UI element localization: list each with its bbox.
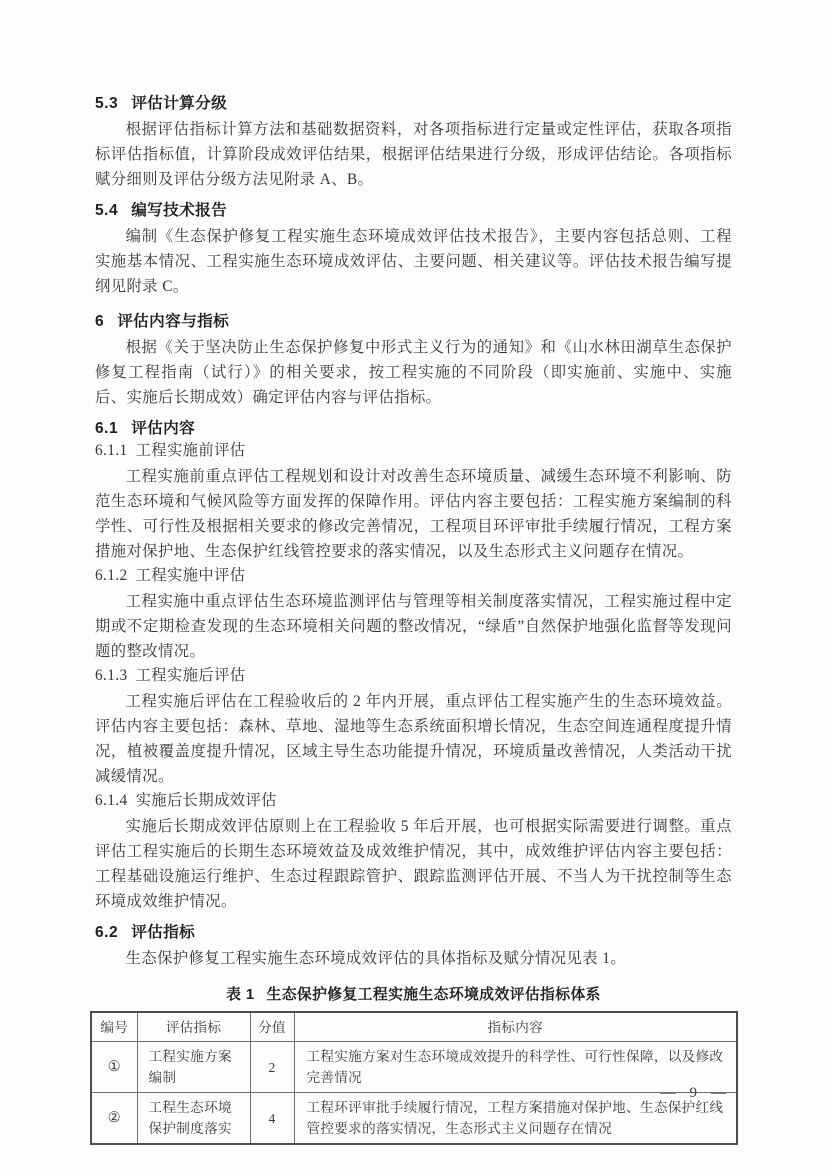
section-heading-5-3 — [95, 94, 732, 114]
page-number — [661, 1085, 728, 1102]
section-title: 实施后长期成效评估 — [135, 792, 277, 809]
paragraph-5-3: 根据评估指标计算方法和基础数据资料，对各项指标进行定量或定性评估，获取各项指标评估指标值，计算阶段成效评估结果，根据评估结果进行分级，形成评估结论。各项指标赋分细则及评估分级方法见附录 A、B。 — [95, 121, 732, 188]
col-header-number: 编号 — [91, 1012, 137, 1042]
section-heading-6-2 — [95, 923, 732, 943]
section-heading-6-1-2 — [95, 566, 732, 586]
cell-score: 2 — [250, 1042, 294, 1093]
page-number-dash-left: — — [660, 1085, 677, 1101]
page-number-value: 9 — [689, 1085, 698, 1101]
section-number: 6.1.3 — [95, 667, 128, 684]
cell-content: 工程实施方案对生态环境成效提升的科学性、可行性保障，以及修改完善情况 — [294, 1042, 737, 1093]
table-caption — [95, 983, 732, 1004]
table-row-1 — [91, 1042, 737, 1093]
section-title: 评估内容与指标 — [117, 313, 230, 330]
paragraph-6: 根据《关于坚决防止生态保护修复中形式主义行为的通知》和《山水林田湖草生态保护修复工程指南（试行）》的相关要求，按工程实施的不同阶段（即实施前、实施中、实施后、实施后长期成效）确定评估内容与评估指标。 — [95, 339, 732, 406]
section-heading-6-1-3 — [95, 666, 732, 686]
page-number-dash-right: — — [711, 1085, 727, 1101]
table-row-2 — [91, 1093, 737, 1145]
section-title: 工程实施前评估 — [135, 442, 246, 459]
section-number: 6 — [95, 313, 105, 330]
section-number: 6.1.4 — [95, 792, 128, 809]
paragraph-6-2: 生态保护修复工程实施生态环境成效评估的具体指标及赋分情况见表 1。 — [125, 950, 627, 967]
document-content — [95, 94, 732, 1145]
section-number: 6.1.1 — [95, 442, 128, 459]
cell-indicator: 工程生态环境保护制度落实 — [137, 1093, 250, 1145]
section-title: 评估指标 — [131, 924, 196, 941]
section-number: 6.1 — [95, 420, 119, 437]
section-number: 5.3 — [95, 95, 119, 112]
section-number: 5.4 — [95, 202, 119, 219]
paragraph-6-1-4: 实施后长期成效评估原则上在工程验收 5 年后开展，也可根据实际需要进行调整。重点评估工程实施后的长期生态环境效益及成效维护情况，其中，成效维护评估内容主要包括：工程基础设施运行维护、生态过程跟踪管护、跟踪监测评估开展、不当人为干扰控制等生态环境成效维护情况。 — [95, 818, 732, 910]
cell-indicator: 工程实施方案编制 — [137, 1042, 250, 1093]
section-heading-6-1 — [95, 419, 732, 439]
cell-number: ② — [91, 1093, 137, 1145]
section-title: 工程实施后评估 — [135, 667, 246, 684]
section-title: 评估内容 — [131, 420, 196, 437]
section-heading-6-1-1 — [95, 441, 732, 461]
section-title: 编写技术报告 — [131, 202, 228, 219]
table-header-row — [91, 1012, 737, 1042]
paragraph-5-4: 编制《生态保护修复工程实施生态环境成效评估技术报告》，主要内容包括总则、工程实施基本情况、工程实施生态环境成效评估、主要问题、相关建议等。评估技术报告编写提纲见附录 C。 — [95, 228, 732, 295]
col-header-content: 指标内容 — [294, 1012, 737, 1042]
paragraph-6-1-1: 工程实施前重点评估工程规划和设计对改善生态环境质量、减缓生态环境不利影响、防范生态环境和气候风险等方面发挥的保障作用。评估内容主要包括：工程实施方案编制的科学性、可行性及根据相关要求的修改完善情况，工程项目环评审批手续履行情况，工程方案措施对保护地、生态保护红线管控要求的落实情况，以及生态形式主义问题存在情况。 — [95, 468, 732, 560]
paragraph-6-1-3: 工程实施后评估在工程验收后的 2 年内开展，重点评估工程实施产生的生态环境效益。评估内容主要包括：森林、草地、湿地等生态系统面积增长情况，生态空间连通程度提升情况，植被覆盖度提升情况，区域主导生态功能提升情况，环境质量改善情况，人类活动干扰减缓情况。 — [95, 693, 732, 785]
section-title: 工程实施中评估 — [135, 567, 246, 584]
cell-content: 工程环评审批手续履行情况，工程方案措施对保护地、生态保护红线管控要求的落实情况，生态形式主义问题存在情况 — [294, 1093, 737, 1145]
section-title: 评估计算分级 — [131, 95, 228, 112]
section-heading-6-1-4 — [95, 791, 732, 811]
section-number: 6.2 — [95, 924, 119, 941]
table-1 — [90, 1011, 738, 1145]
cell-score: 4 — [250, 1093, 294, 1145]
section-number: 6.1.2 — [95, 567, 128, 584]
section-heading-6 — [95, 312, 732, 332]
cell-number: ① — [91, 1042, 137, 1093]
table-caption-title: 生态保护修复工程实施生态环境成效评估指标体系 — [266, 987, 601, 1003]
paragraph-6-1-2: 工程实施中重点评估生态环境监测评估与管理等相关制度落实情况，工程实施过程中定期或不定期检查发现的生态环境相关问题的整改情况，“绿盾”自然保护地强化监督等发现问题的整改情况。 — [95, 593, 732, 660]
section-heading-5-4 — [95, 201, 732, 221]
col-header-indicator: 评估指标 — [137, 1012, 250, 1042]
table-caption-label: 表 1 — [226, 987, 255, 1003]
col-header-score: 分值 — [250, 1012, 294, 1042]
